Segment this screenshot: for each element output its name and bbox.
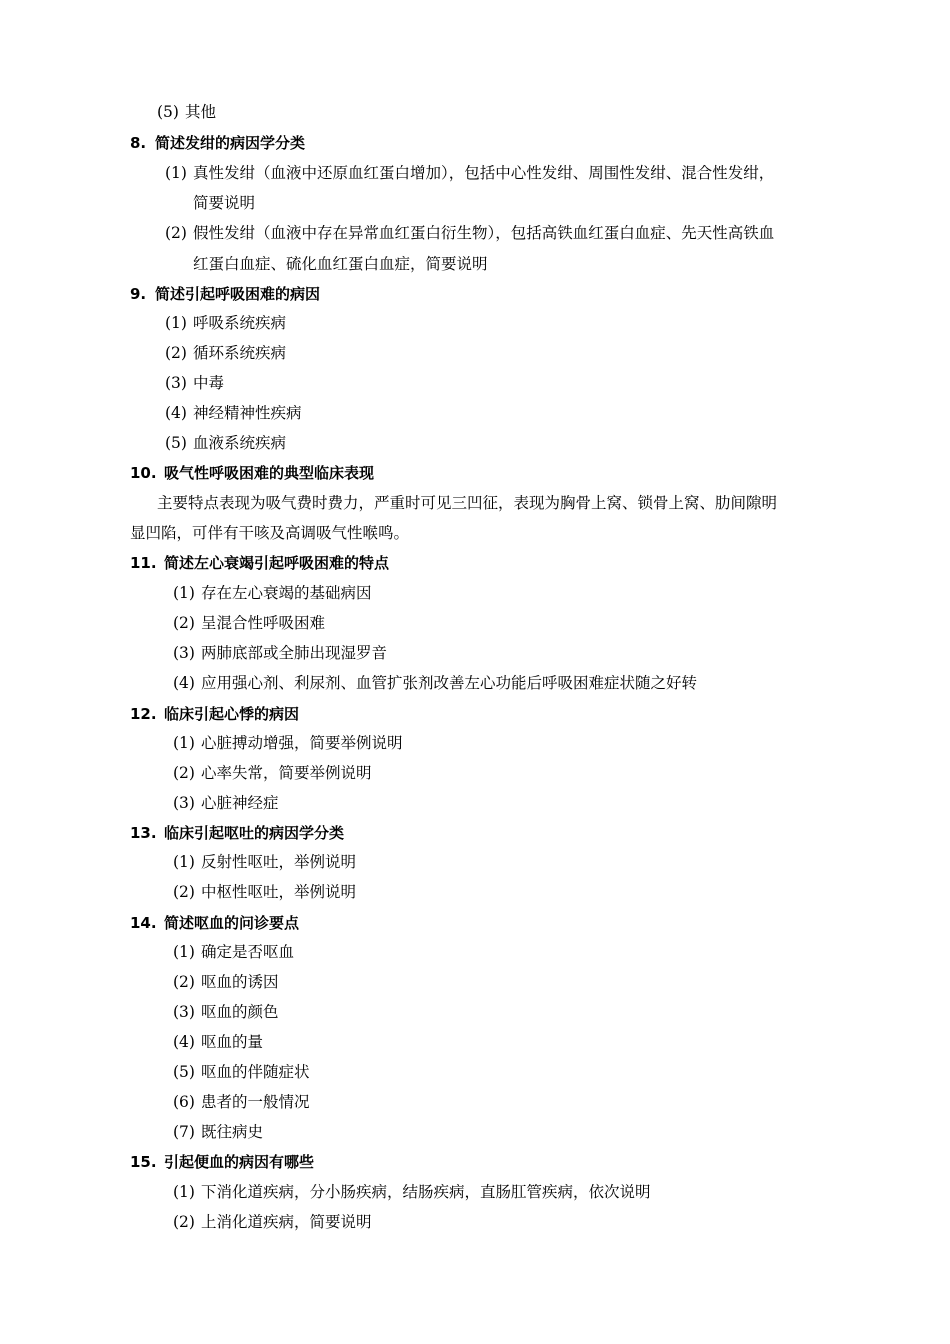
list-item <box>173 972 279 992</box>
item-text: 其他 <box>185 103 217 121</box>
item-text: 呼吸系统疾病 <box>193 314 287 332</box>
list-item <box>173 1182 651 1202</box>
item-marker: (2) <box>173 614 195 632</box>
paragraph-line <box>157 493 777 513</box>
list-item <box>165 433 286 453</box>
question-heading <box>130 913 299 933</box>
item-marker: (1) <box>173 1183 195 1201</box>
item-marker: (3) <box>173 1003 195 1021</box>
item-text: 呕血的颜色 <box>201 1003 279 1021</box>
list-item-continuation <box>193 254 488 274</box>
question-title: 临床引起心悸的病因 <box>164 705 300 723</box>
item-text: 确定是否呕血 <box>201 943 295 961</box>
question-title: 吸气性呼吸困难的典型临床表现 <box>164 464 375 482</box>
item-marker: (2) <box>173 973 195 991</box>
list-item <box>157 102 216 122</box>
item-text: 中枢性呕吐，举例说明 <box>201 883 357 901</box>
question-number: 9. <box>130 285 147 303</box>
item-text: 患者的一般情况 <box>201 1093 310 1111</box>
question-number: 12. <box>130 705 157 723</box>
item-marker: (3) <box>165 374 187 392</box>
question-title: 简述呕血的问诊要点 <box>164 914 300 932</box>
item-text: 心脏搏动增强，简要举例说明 <box>201 734 403 752</box>
item-text: 假性发绀（血液中存在异常血红蛋白衍生物），包括高铁血红蛋白血症、先天性高铁血 <box>193 224 775 242</box>
item-text: 呈混合性呼吸困难 <box>201 614 326 632</box>
item-text: 下消化道疾病，分小肠疾病，结肠疾病，直肠肛管疾病，依次说明 <box>201 1183 651 1201</box>
question-number: 13. <box>130 824 157 842</box>
list-item <box>173 1062 310 1082</box>
question-heading <box>130 553 389 573</box>
item-marker: (2) <box>173 1213 195 1231</box>
item-text: 上消化道疾病，简要说明 <box>201 1213 372 1231</box>
item-marker: (7) <box>173 1123 195 1141</box>
item-text: 两肺底部或全肺出现湿罗音 <box>201 644 388 662</box>
question-heading <box>130 133 305 153</box>
question-title: 引起便血的病因有哪些 <box>164 1153 315 1171</box>
list-item <box>165 403 302 423</box>
question-heading <box>130 284 320 304</box>
question-heading <box>130 1152 314 1172</box>
item-marker: (1) <box>165 164 187 182</box>
item-marker: (2) <box>165 224 187 242</box>
question-number: 11. <box>130 554 157 572</box>
item-text: 呕血的诱因 <box>201 973 279 991</box>
item-text: 中毒 <box>193 374 225 392</box>
item-marker: (1) <box>173 584 195 602</box>
item-text: 存在左心衰竭的基础病因 <box>201 584 372 602</box>
question-title: 简述发绀的病因学分类 <box>155 134 306 152</box>
item-marker: (1) <box>165 314 187 332</box>
item-text: 心脏神经症 <box>201 794 279 812</box>
item-marker: (3) <box>173 794 195 812</box>
item-marker: (5) <box>173 1063 195 1081</box>
item-text: 既往病史 <box>201 1123 264 1141</box>
item-text: 神经精神性疾病 <box>193 404 302 422</box>
list-item-continuation <box>193 193 255 213</box>
list-item <box>173 673 697 693</box>
item-marker: (5) <box>157 103 179 121</box>
item-marker: (2) <box>173 883 195 901</box>
item-text: 应用强心剂、利尿剂、血管扩张剂改善左心功能后呼吸困难症状随之好转 <box>201 674 698 692</box>
list-item <box>173 1122 263 1142</box>
item-marker: (4) <box>165 404 187 422</box>
list-item <box>173 643 387 663</box>
item-text: 反射性呕吐，举例说明 <box>201 853 357 871</box>
question-title: 简述左心衰竭引起呼吸困难的特点 <box>164 554 390 572</box>
list-item <box>165 343 286 363</box>
question-number: 15. <box>130 1153 157 1171</box>
item-marker: (1) <box>173 943 195 961</box>
list-item <box>173 1002 279 1022</box>
item-marker: (3) <box>173 644 195 662</box>
list-item <box>165 163 774 183</box>
list-item <box>165 313 286 333</box>
question-title: 简述引起呼吸困难的病因 <box>155 285 321 303</box>
list-item <box>173 763 372 783</box>
list-item <box>173 882 356 902</box>
list-item <box>173 1212 372 1232</box>
item-marker: (4) <box>173 674 195 692</box>
item-text: 真性发绀（血液中还原血红蛋白增加），包括中心性发绀、周围性发绀、混合性发绀， <box>193 164 775 182</box>
question-number: 14. <box>130 914 157 932</box>
question-number: 8. <box>130 134 147 152</box>
question-number: 10. <box>130 464 157 482</box>
paragraph-line <box>130 523 409 543</box>
item-marker: (4) <box>173 1033 195 1051</box>
item-marker: (2) <box>173 764 195 782</box>
list-item <box>173 1092 310 1112</box>
list-item <box>173 613 325 633</box>
list-item <box>173 733 403 753</box>
paragraph-text: 主要特点表现为吸气费时费力，严重时可见三凹征，表现为胸骨上窝、锁骨上窝、肋间隙明 <box>157 494 778 512</box>
item-text: 红蛋白血症、硫化血红蛋白血症，简要说明 <box>193 255 488 273</box>
item-marker: (6) <box>173 1093 195 1111</box>
item-text: 循环系统疾病 <box>193 344 287 362</box>
item-text: 心率失常，简要举例说明 <box>201 764 372 782</box>
list-item <box>173 583 372 603</box>
list-item <box>165 223 774 243</box>
question-heading <box>130 704 299 724</box>
question-heading <box>130 463 374 483</box>
list-item <box>165 373 224 393</box>
list-item <box>173 793 279 813</box>
list-item <box>173 942 294 962</box>
item-text: 血液系统疾病 <box>193 434 287 452</box>
item-text: 呕血的伴随症状 <box>201 1063 310 1081</box>
item-marker: (1) <box>173 853 195 871</box>
list-item <box>173 1032 263 1052</box>
item-text: 简要说明 <box>193 194 256 212</box>
item-text: 呕血的量 <box>201 1033 264 1051</box>
item-marker: (2) <box>165 344 187 362</box>
question-heading <box>130 823 344 843</box>
question-title: 临床引起呕吐的病因学分类 <box>164 824 345 842</box>
item-marker: (5) <box>165 434 187 452</box>
list-item <box>173 852 356 872</box>
paragraph-text: 显凹陷，可伴有干咳及高调吸气性喉鸣。 <box>130 524 410 542</box>
item-marker: (1) <box>173 734 195 752</box>
